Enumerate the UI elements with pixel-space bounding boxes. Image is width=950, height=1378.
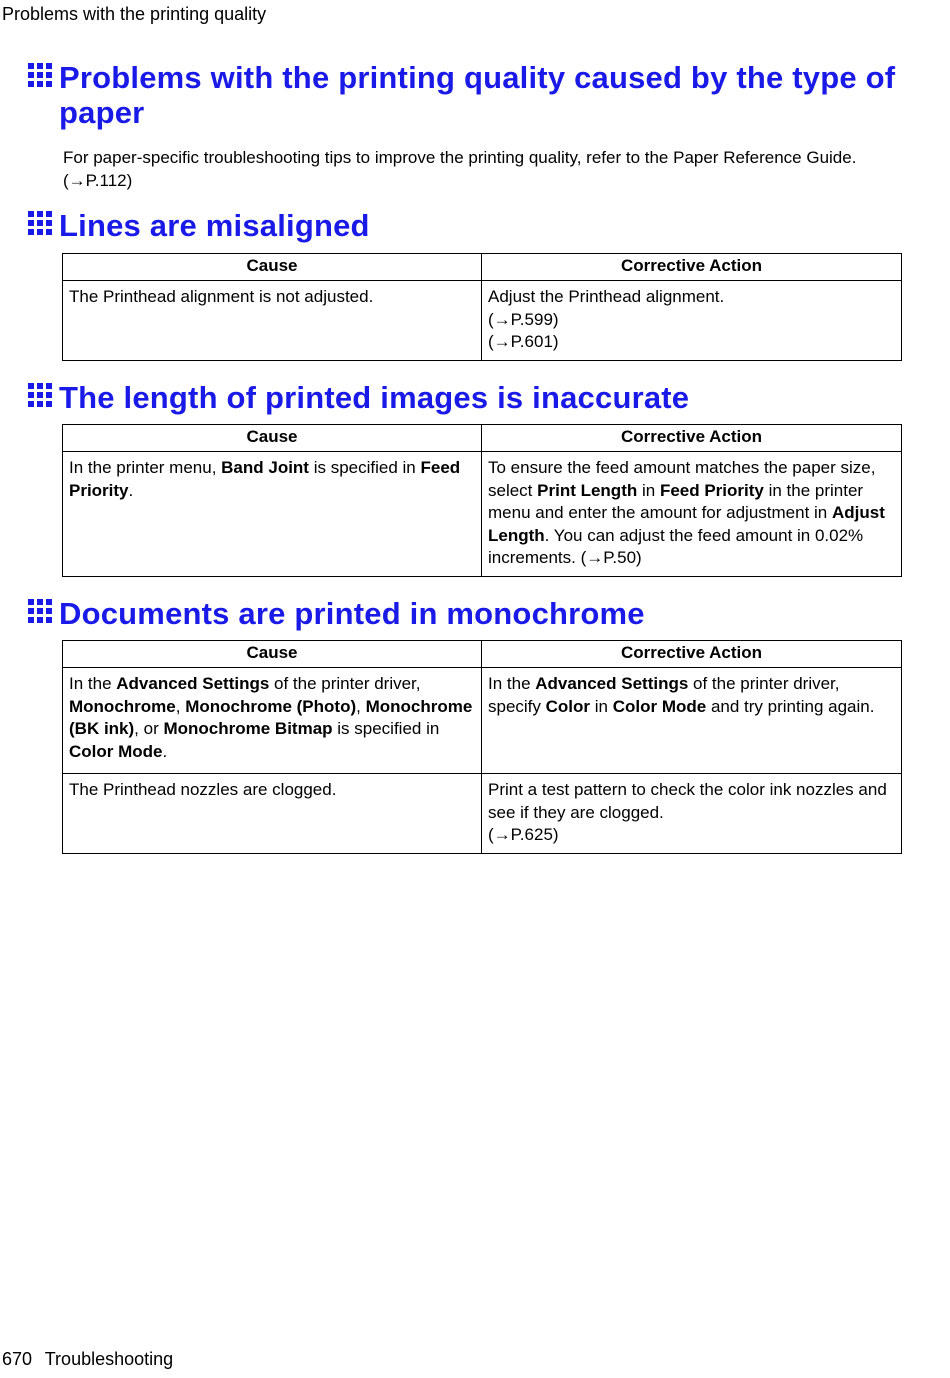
column-header-corrective-action: Corrective Action (482, 425, 902, 452)
section-length-inaccurate (26, 380, 906, 415)
page-ref-link[interactable]: (→P.599) (488, 309, 559, 329)
section-title-paper-type: Problems with the printing quality caused by the type of paper (26, 60, 906, 130)
table-lines-misaligned (62, 253, 902, 361)
running-header: Problems with the printing quality (2, 4, 267, 24)
table-monochrome (62, 640, 902, 854)
action-text: Print a test pattern to check the color ink nozzles and see if they are clogged. (488, 780, 887, 822)
intro-paragraph (63, 146, 903, 192)
action-cell (482, 281, 902, 361)
section-title-monochrome: Documents are printed in monochrome (26, 596, 906, 631)
section-lines-misaligned (26, 208, 906, 243)
section-monochrome (26, 596, 906, 631)
column-header-cause: Cause (63, 425, 482, 452)
page-footer (2, 1349, 173, 1370)
action-cell: In the Advanced Settings of the printer driver, specify Color in Color Mode and try printing again. (482, 668, 902, 774)
section-title-length-inaccurate: The length of printed images is inaccurate (26, 380, 906, 415)
cause-cell: The Printhead nozzles are clogged. (63, 774, 482, 854)
grid-icon (28, 63, 52, 87)
action-text: Adjust the Printhead alignment. (488, 287, 725, 306)
grid-icon (28, 383, 52, 407)
cause-cell: In the printer menu, Band Joint is specified in Feed Priority. (63, 452, 482, 577)
table-row (63, 452, 902, 577)
table-row (63, 668, 902, 774)
footer-label: Troubleshooting (44, 1349, 174, 1369)
table-row (63, 281, 902, 361)
column-header-corrective-action: Corrective Action (482, 254, 902, 281)
page-ref-link[interactable]: (→P.625) (488, 825, 559, 844)
column-header-corrective-action: Corrective Action (482, 641, 902, 668)
column-header-cause: Cause (63, 641, 482, 668)
page-ref-link[interactable]: (→P.601) (488, 332, 559, 351)
intro-text: For paper-specific troubleshooting tips to improve the printing quality, refer to the Paper Reference Guide. (63, 148, 857, 167)
table-length-inaccurate (62, 424, 902, 577)
section-title-lines-misaligned: Lines are misaligned (26, 208, 906, 243)
cause-cell: The Printhead alignment is not adjusted. (63, 281, 482, 361)
grid-icon (28, 211, 52, 235)
section-paper-type (26, 60, 906, 130)
page-ref-link[interactable]: (→P.50) (580, 548, 642, 567)
action-cell: To ensure the feed amount matches the paper size, select Print Length in Feed Priority in the printer menu and enter the amount for adjustment in Adjust Length. You can adjust the feed amount in 0.02% increments. (→P.50) (482, 452, 902, 577)
intro-ref-link[interactable]: (→P.112) (63, 171, 133, 190)
grid-icon (28, 599, 52, 623)
column-header-cause: Cause (63, 254, 482, 281)
page-number: 670 (2, 1349, 33, 1369)
table-row (63, 774, 902, 854)
action-cell (482, 774, 902, 854)
cause-cell: In the Advanced Settings of the printer driver, Monochrome, Monochrome (Photo), Monochrome (BK ink), or Monochrome Bitmap is specified in Color Mode. (63, 668, 482, 774)
